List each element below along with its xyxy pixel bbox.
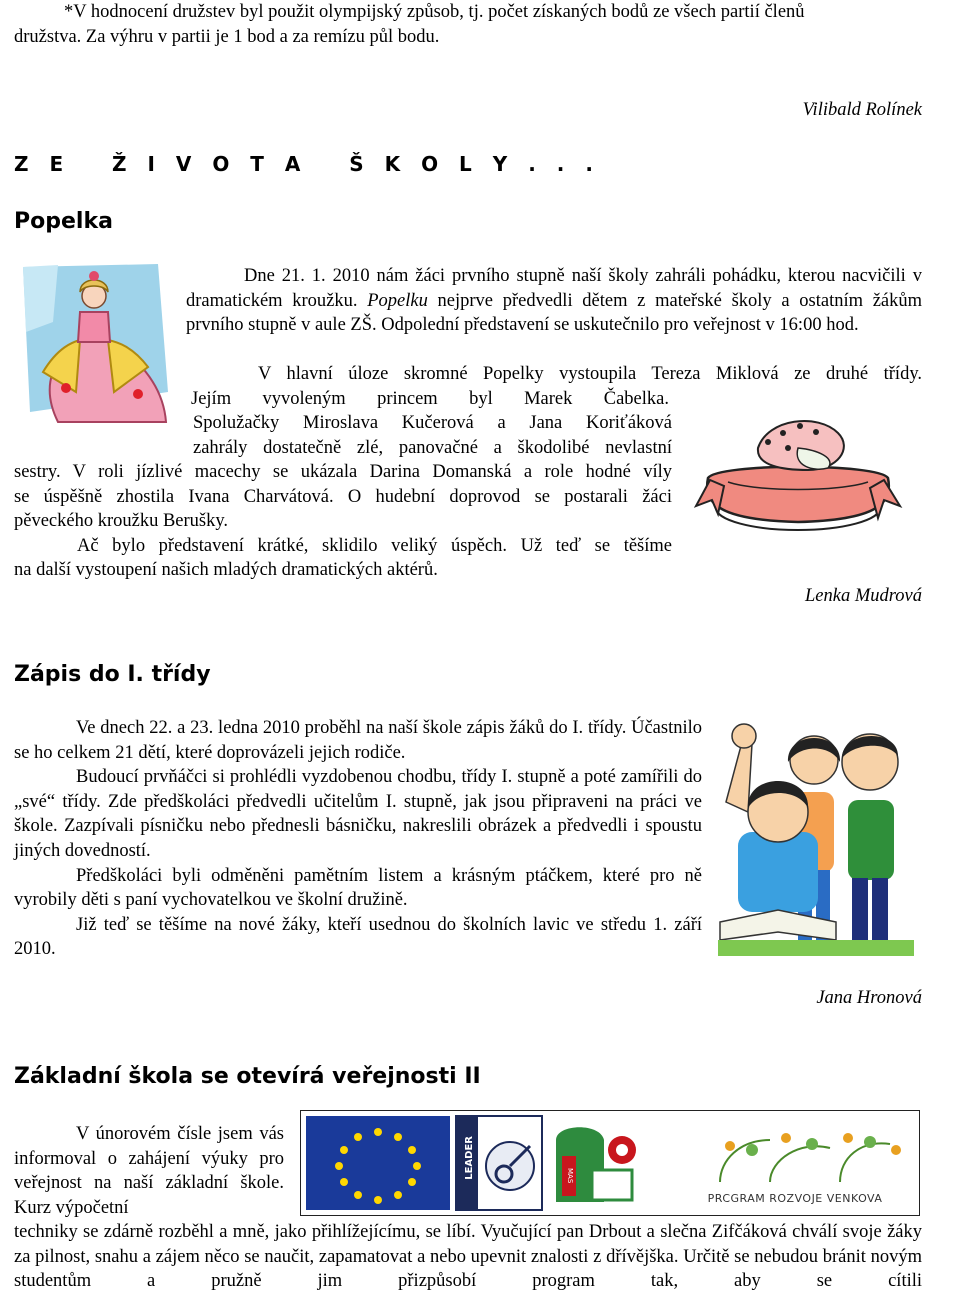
zs-title: Základní škola se otevírá veřejnosti II [14, 1064, 481, 1089]
zapis-p4: Již teď se těšíme na nové žáky, kteří usednou do školních lavic ve středu 1. září 2010. [14, 914, 702, 960]
zapis-body [14, 716, 702, 962]
popelka-p3b: zahrály dostatečně zlé, panovačné a škodolibé nevlastní [193, 438, 672, 458]
popelka-p4a: Ač bylo představení krátké, sklidilo veliký úspěch. Už teď se těšíme [77, 536, 672, 556]
top-note-line1: *V hodnocení družstev byl použit olympijský způsob, tj. počet získaných bodů ze všech partií členů [64, 2, 805, 22]
logos-strip [300, 1110, 920, 1216]
top-note [14, 0, 944, 49]
popelka-p3e: pěveckého kroužku Berušky. [14, 511, 229, 531]
author-rolinek: Vilibald Rolínek [802, 100, 922, 120]
pillow-slipper-illustration [688, 408, 906, 540]
popelka-p2b: Jejím vyvoleným princem byl Marek Čabelka. [191, 389, 669, 409]
author-hronova: Jana Hronová [816, 988, 922, 1008]
author-mudrova: Lenka Mudrová [805, 586, 922, 606]
zapis-p3: Předškoláci byli odměněni pamětním listem a krásným ptáčkem, které pro ně vyrobily děti s paní vychovatelkou ve školní družině. [14, 865, 702, 911]
princess-illustration [18, 262, 176, 428]
popelka-title: Popelka [14, 209, 113, 234]
popelka-p1-a: Dne 21. 1. 2010 nám žáci prvního stupně naší školy zahráli pohádku, kterou nacvičili v dramatickém kroužku. [186, 266, 922, 311]
top-note-line2: družstva. Za výhru v partii je 1 bod a za remízu půl bodu. [14, 26, 440, 47]
leader-logo: LEADER [464, 1136, 475, 1180]
popelka-p3d: se úspěšně zhostila Ivana Charvátová. O hudební doprovod se postarali žáci [14, 487, 672, 507]
popelka-p4b: na další vystoupení našich mladých dramatických aktérů. [14, 560, 438, 580]
popelka-p1-b: nejprve předvedli dětem z mateřské školy a ostatním žákům prvního stupně v aule ZŠ. Odpolední představení se uskutečnilo pro veřejnost v 16:00 hod. [186, 290, 923, 336]
zs-p-full: techniky se zdárně rozběhl a mně, jako přihlížejícímu, se líbí. Vyučující pan Drbout a slečna Zifčáková chválí svoje žáky za pilnost, snahu a zájem něco se naučit, zapamatovat a nebo upevnit znalosti z dřívějška. Určitě se nebudou bránit novým studentům a pružně jim přizpůsobí program tak, aby se cítili [14, 1222, 922, 1292]
section-banner: Z E Ž I V O T A Š K O L Y . . . [14, 152, 600, 176]
zs-p-short [14, 1122, 284, 1220]
zs-p-short-text: V únorovém čísle jsem vás informoval o zahájení výuky pro veřejnost na naší základní škole. Kurz výpočetní [14, 1124, 284, 1218]
popelka-p3a: Spolužačky Miroslava Kučerová a Jana Koriťáková [193, 413, 672, 433]
popelka-p2: V hlavní úloze skromné Popelky vystoupila Tereza Miklová ze druhé třídy. [258, 364, 922, 384]
popelka-p1-em: Popelku [367, 290, 428, 311]
family-illustration [718, 722, 914, 956]
zapis-p1: Ve dnech 22. a 23. ledna 2010 proběhl na naší škole zápis žáků do I. třídy. Účastnilo se ho celkem 21 dětí, které doprovázeli jejich rodiče. [14, 718, 702, 763]
popelka-p3c: sestry. V roli jízlivé macechy se ukázala Darina Domanská a role hodné víly [14, 462, 672, 482]
popelka-paragraph-1 [186, 264, 922, 338]
zapis-title: Zápis do I. třídy [14, 662, 211, 687]
zapis-p2: Budoucí prvňáčci si prohlédli vyzdobenou chodbu, třídy I. stupně a poté zamířili do „své“ třídy. Zde předškoláci předvedli učitelům I. stupně, jak jsou připraveni na práci ve škole. Zazpívali písničku nebo přednesli básničku, nakreslili obrázek a předvedli i spoustu jiných dovedností. [14, 767, 702, 861]
mas-logo: MAS [566, 1168, 574, 1184]
prv-logo: PRCGRAM ROZVOJE VENKOVA [707, 1192, 883, 1205]
